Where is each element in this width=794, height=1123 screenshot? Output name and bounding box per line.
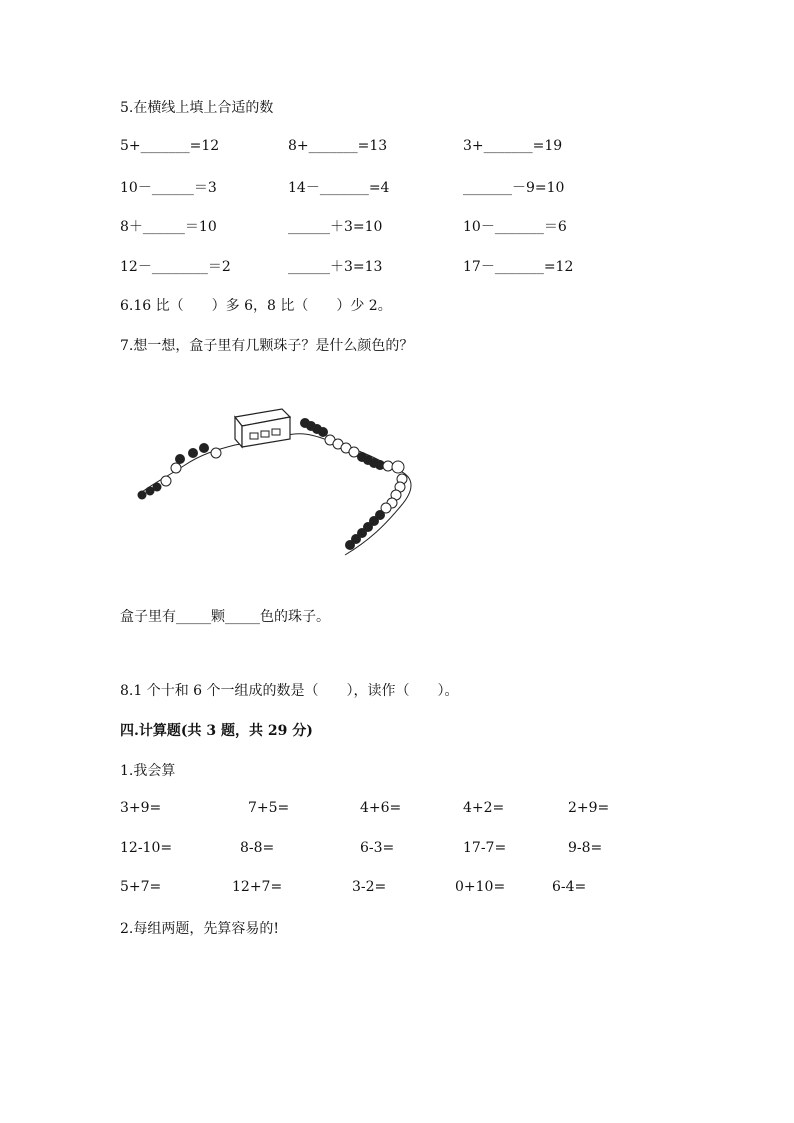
calc1-title: 1.我会算 <box>120 763 176 779</box>
q5-item: 10－_______＝6 <box>463 219 567 235</box>
calc1-item: 0+10= <box>455 879 506 895</box>
calc1-item: 8-8= <box>240 840 275 856</box>
q7-answer: 盒子里有_____颗_____色的珠子。 <box>120 609 330 625</box>
q5-title: 5.在横线上填上合适的数 <box>120 100 274 116</box>
calc1-item: 4+6= <box>360 800 402 816</box>
calc2-title: 2.每组两题，先算容易的! <box>120 921 279 937</box>
q5-item: 3+_______=19 <box>463 138 563 154</box>
q5-item: 14－_______=4 <box>288 180 390 196</box>
calc1-item: 4+2= <box>463 800 505 816</box>
box-icon <box>235 409 290 447</box>
q5-item: 8+_______=13 <box>288 138 388 154</box>
q6-text: 6.16 比（ ）多 6，8 比（ ）少 2。 <box>120 298 392 314</box>
calc1-item: 6-4= <box>552 879 587 895</box>
q5-item: ______＋3=10 <box>288 219 383 235</box>
q5-item: ______＋3=13 <box>288 259 383 275</box>
section4-title: 四.计算题(共 3 题，共 29 分) <box>120 723 313 739</box>
calc1-item: 2+9= <box>568 800 610 816</box>
string-line <box>138 434 411 555</box>
q7-title: 7.想一想，盒子里有几颗珠子？是什么颜色的？ <box>120 338 414 354</box>
right-beads <box>300 418 407 550</box>
q5-item: 17－_______=12 <box>463 259 574 275</box>
q8-text: 8.1 个十和 6 个一组成的数是（ ），读作（ ）。 <box>120 683 459 699</box>
calc1-item: 6-3= <box>360 840 395 856</box>
calc1-item: 5+7= <box>120 879 162 895</box>
bead-string-figure <box>130 395 430 565</box>
calc1-item: 9-8= <box>568 840 603 856</box>
calc1-item: 12+7= <box>232 879 283 895</box>
q5-item: 8＋______＝10 <box>120 219 217 235</box>
calc1-item: 17-7= <box>463 840 507 856</box>
calc1-item: 3+9= <box>120 800 162 816</box>
calc1-item: 12-10= <box>120 840 173 856</box>
q5-item: 5+_______=12 <box>120 138 220 154</box>
calc1-item: 3-2= <box>352 879 387 895</box>
q5-item: 10－______＝3 <box>120 180 217 196</box>
calc1-item: 7+5= <box>248 800 290 816</box>
q5-item: 12－________＝2 <box>120 259 231 275</box>
q5-item: _______－9=10 <box>463 180 565 196</box>
left-beads <box>138 443 222 500</box>
